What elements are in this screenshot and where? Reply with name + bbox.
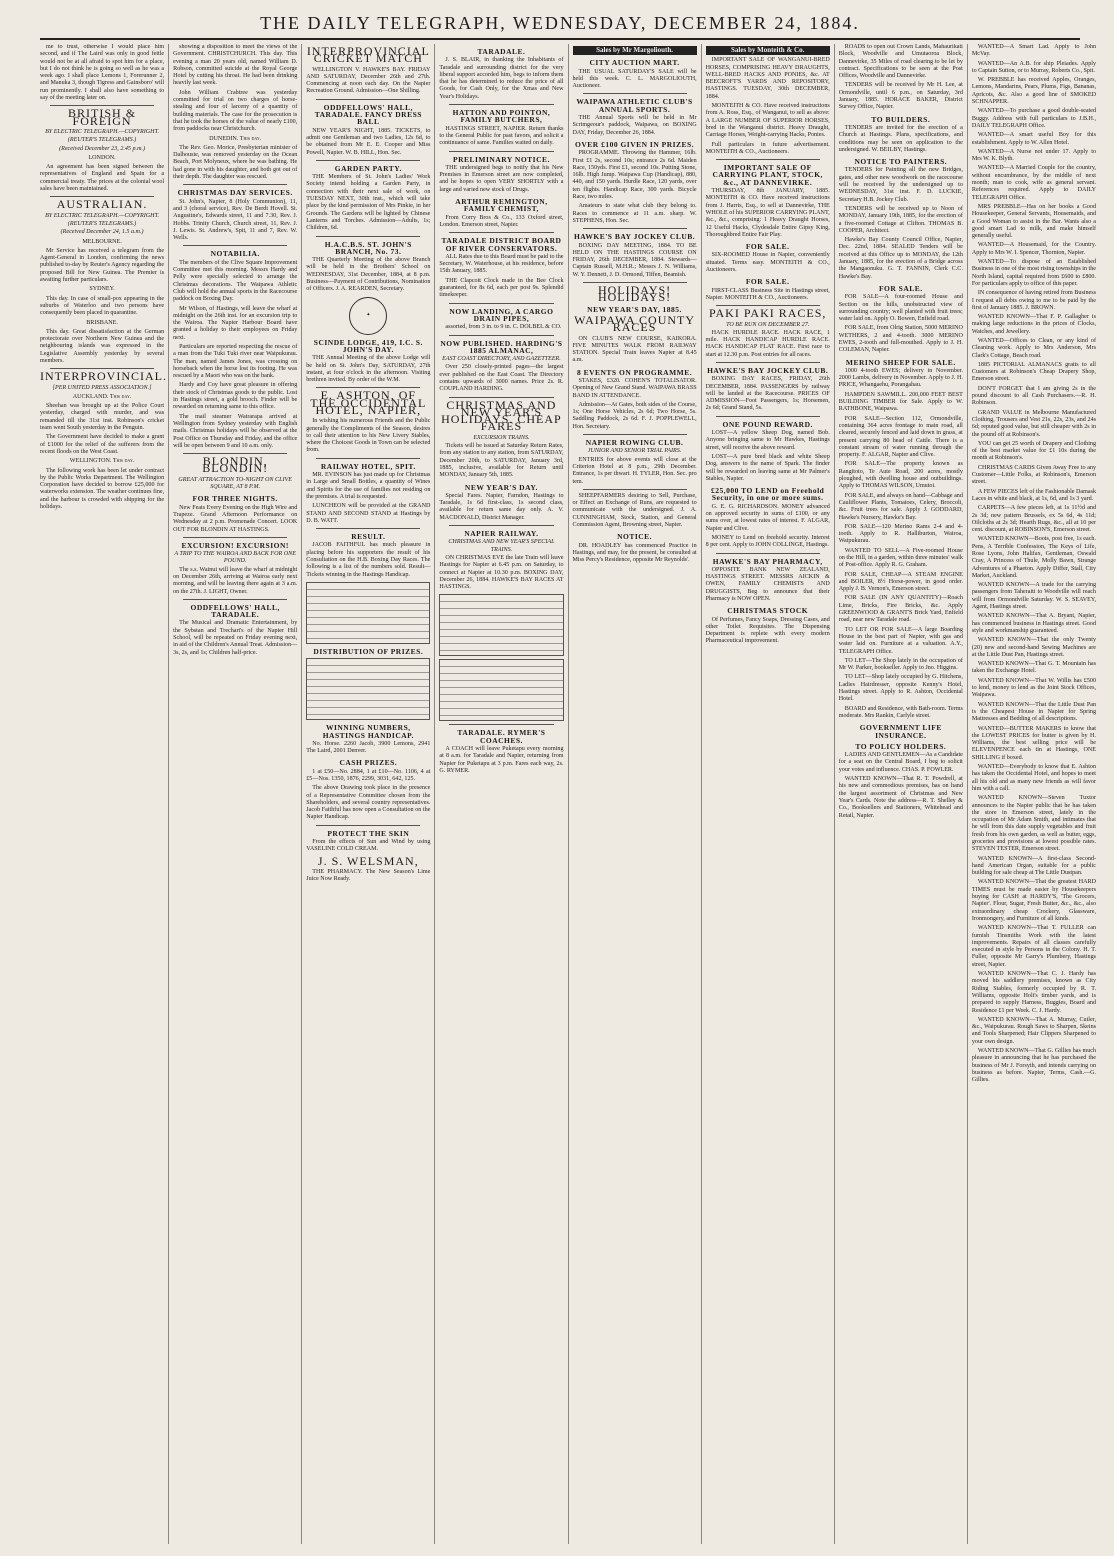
column-4 bbox=[435, 44, 568, 1544]
ad-text: assorted, from 3 in. to 9 in. C. DOLBEL & CO. bbox=[445, 324, 562, 331]
article-text: Hardy and Coy have great pleasure in offering their stock of Christmas goods to the public. Lost in Hastings street, a gold brooch. Finder will be rewarded on returning same to this office. bbox=[173, 382, 298, 411]
article-text: This day. Great dissatisfaction at the German protectorate over Northern New Guinea and the neighbouring islands was expressed in the Legislative Assembly yesterday by several members. bbox=[40, 328, 165, 364]
classified-ad: WANTED KNOWN—That W. Willis has £500 to lend, money to lend as the Joint Stock Offices, Waipawa. bbox=[971, 677, 1096, 699]
section-heading: CHRISTMAS DAY SERVICES. bbox=[177, 188, 293, 198]
classified-ad: WANTED—To purchase a good double-seated Buggy. Address with full particulars to J.B.H., DAILY TELEGRAPH Office. bbox=[971, 108, 1096, 129]
ad-text: TENDERS will be received up to Noon of MONDAY, January 19th, 1885, for the erection of a five-roomed Cottage at Clifton. THOMAS B. COOPER, Architect. bbox=[838, 205, 963, 234]
byline: BY ELECTRIC TELEGRAPH.—COPYRIGHT. bbox=[45, 212, 160, 219]
ad-text: BOARD and Residence, with Bath-room. Terms moderate. Mrs Rankin, Carlyle street. bbox=[838, 705, 963, 719]
ad-text: FOR SALE, and always on hand—Cabbage and Cauliflower Plants, Tomatoes, Celery, Broccoli, &c. Fruit trees for sale. Apply J. GODDARD, Hawke's Nursery, Hawke's Bay. bbox=[838, 492, 963, 521]
divider bbox=[583, 228, 687, 229]
ad-text: JACOB FAITHFUL has much pleasure in placing before his supporters the result of his Consultation on the H.B. Boxing Day Races. The following is a list of the numbers sold. Result—Tickets winning in the Hastings Handicap. bbox=[306, 542, 431, 578]
byline: BY ELECTRIC TELEGRAPH.—COPYRIGHT. bbox=[45, 128, 160, 135]
ad-text: WANTED KNOWN—That R. T. Powdrell, at his new and commodious premises, has on hand the largest assortment of Christmas and New Year's Cards. Note the address—R. T. Shelley & Co., Booksellers and Stationers, Whitehead and Retail, Napier. bbox=[838, 776, 963, 819]
ad-text: FOR SALE—Section 112, Ormondville, containing 364 acres frontage to main road, all cleared, securely fenced and laid down in grass, at present carrying 80 head of Cattle. There is a constant stream of water running through the property. F. ALGAR, Napier and Clive. bbox=[838, 415, 963, 459]
section-heading: INTERPROVINCIAL. bbox=[40, 369, 167, 384]
dateline: AUCKLAND. This day. bbox=[72, 393, 132, 400]
ad-heading: WAIPAWA COUNTY RACES bbox=[574, 312, 696, 335]
ad-heading: E. ASHTON, OF THE OCCIDENTAL HOTEL, NAPIER, bbox=[310, 388, 427, 417]
classified-ad: WANTED KNOWN—Boots, post free, 1s each. Pens, A Terrible Confession, The Keys of Life, Rose Lyons, John Halifax, Gentleman, Oswald Cray, A Princess of Thule, Molly Bawn, Strange Adventures of a Phaeton. Apply Differ, Stall, City Market, Auckland. bbox=[971, 536, 1096, 579]
ad-text: Full particulars in future advertisement. MONTEITH & CO., Auctioneers. bbox=[705, 141, 830, 155]
ad-subheading: FOR THREE NIGHTS. bbox=[192, 494, 278, 504]
column-5 bbox=[569, 44, 702, 1544]
divider bbox=[716, 159, 820, 160]
ad-subheading: CHRISTMAS AND NEW YEAR'S SPECIAL TRAINS. bbox=[448, 539, 555, 553]
divider bbox=[316, 528, 420, 529]
ad-heading: NEW YEAR'S DAY. bbox=[464, 482, 538, 492]
ad-text: THE Quarterly Meeting of the above Branch will be held in the Brothers' School on WEDNESDAY, 31st December, 1884, at 8 p.m. Business—Payment of Contributions, Nomination of Officers. J. A. REARDEN, Secretary. bbox=[306, 257, 431, 293]
ad-text: TENDERS for Painting all the new Bridges, gates, and other new woodwork on the racecourse will be received by the undersigned up to WEDNESDAY, 31st inst. F. D. LUCKIE, Secretary H.B. Jockey Club. bbox=[838, 167, 963, 203]
ad-text: A COACH will leave Puketapu every morning at 8 a.m. for Taradale and Napier, returning from Napier for Puketapu at 3 p.m. Fares each way, 2s. G. RYMER. bbox=[439, 746, 564, 774]
divider bbox=[583, 93, 687, 94]
ad-text: Of Perfumes, Fancy Soaps, Dressing Cases, and other Toilet Requisites. The Dispensing Department is replete with every modern Pharmaceutical improvement. bbox=[705, 616, 830, 645]
ad-text: LADIES AND GENTLEMEN—As a Candidate for a seat on the Central Board, I beg to solicit your votes and influence. CHAS. P. FOWLER. bbox=[838, 752, 963, 773]
ad-heading: NOTICE TO PAINTERS. bbox=[854, 157, 948, 167]
timetable-north bbox=[439, 659, 563, 721]
classified-ad: 1885 PICTORIAL ALMANACS gratis to all Customers at Robinson's Cheap Drapery Shop, Emerson street. bbox=[971, 361, 1096, 383]
ad-heading: NOW LANDING, A CARGO DRAIN PIPES, bbox=[449, 306, 554, 323]
ad-heading: J. S. WELSMAN, bbox=[317, 853, 419, 868]
section-heading: BRITISH & FOREIGN bbox=[68, 106, 137, 128]
ad-heading: HAWKE'S BAY JOCKEY CLUB. bbox=[573, 232, 696, 242]
dateline: WELLINGTON. This day. bbox=[69, 458, 135, 465]
classified-ad: WANTED KNOWN—That the Little Dust Pan is the Cheapest House in Napier for Spring Mattresses and Bedding of all descriptions. bbox=[971, 701, 1096, 723]
ad-heading: FOR SALE. bbox=[878, 283, 923, 293]
ad-text: OPPOSITE BANK NEW ZEALAND, HASTINGS STREET. MESSRS AICKIN & OWEN, FAMILY CHEMISTS AND DRUGGISTS, Beg to announce that their Pharmacy is NOW OPEN. bbox=[705, 566, 830, 602]
classified-ad: WANTED KNOWN—That the only Twenty (20) new and second-hand Sewing Machines are at the Little Dust Pan, Hastings street. bbox=[971, 637, 1096, 658]
section-banner: Sales by Mr Margoliouth. bbox=[573, 46, 697, 55]
article-text: Mr Wilson, of Hastings, will leave the wharf at midnight on the 26th inst. for an excursion trip to the Wairoa. The Napier Harbour Board have granted a holiday to their employees on Friday next. bbox=[173, 305, 298, 341]
ad-heading: ARTHUR REMINGTON, FAMILY CHEMIST, bbox=[455, 197, 548, 214]
ad-heading: DISTRIBUTION OF PRIZES. bbox=[313, 646, 424, 656]
article-text: Sheehan was brought up at the Police Court yesterday, charged with murder, and was remanded till the 31st inst. Robinson's cricket team went South yesterday in the Penguin. bbox=[40, 403, 165, 432]
ad-heading: ONE POUND REWARD. bbox=[722, 419, 813, 429]
ad-text: No. Horse. 2260 Jacob, 3900 Lemons, 2941 The Laird, 2001 Denver. bbox=[306, 740, 431, 755]
ad-text: LUNCHEON will be provided at the GRAND STAND AND SECOND STAND at Hastings by D. B. WATT. bbox=[306, 503, 431, 524]
ad-heading: H.A.C.B.S. ST. JOHN'S BRANCH, No. 73. bbox=[324, 239, 412, 256]
classified-ad: DON'T FORGET that I am giving 2s in the pound discount to all Cash Purchasers.—R. H. Robinson. bbox=[971, 385, 1096, 407]
ad-text: PROGRAMME. Throwing the Hammer, 16lb. First £1 2s, second 10s; entrance 2s 6d. Maiden Race, 150yds. First £1, second 10s. Putting Stone, 16lb. High Jump. Waipawa Cup (Handicap), 880, 440, and 150 yards. Hurdle Race, 120 yards, over ten flights. Handicap Race, 300 yards. Bicycle Race, two miles. bbox=[572, 150, 697, 201]
column-7 bbox=[835, 44, 968, 1544]
ad-text: HASTINGS STREET, NAPIER. Return thanks to the General Public for past favors, and solicit a continuance of same. Families waited on daily. bbox=[439, 125, 564, 147]
ad-heading: NOW PUBLISHED. HARDING'S 1885 ALMANAC, bbox=[440, 338, 563, 355]
dateline: MELBOURNE. bbox=[82, 238, 122, 245]
classified-ad: WANTED—A Housemaid, for the Country. Apply to Mrs W. I. Spencer, Thornton, Napier. bbox=[971, 242, 1096, 256]
ad-heading: PROTECT THE SKIN bbox=[327, 828, 410, 838]
ad-subheading: EAST COAST DIRECTORY, AND GAZETTEER. bbox=[442, 356, 561, 363]
classified-ad: WANTED KNOWN—That G. Gillies has much pleasure in announcing that he has purchased the business of Mr J. Forsyth, and intends carrying on business as before. Napier, Terms, Cash.—G. Gillies. bbox=[971, 1048, 1096, 1084]
divider bbox=[716, 416, 820, 417]
classified-ad: WANTED KNOWN—That G. T. Mountain has taken the Exchange Hotel. bbox=[971, 661, 1096, 675]
divider bbox=[449, 525, 553, 526]
ad-text: TO LET—The Shop lately in the occupation of Mr W. Parker, bookseller. Apply to Jno. Higgins. bbox=[838, 657, 963, 672]
ad-text: Special Fares. Napier, Farndon, Hastings to Taradale, 1s 6d first-class, 1s second class, available for return same day only. A. V. MACDONALD, District Manager. bbox=[439, 492, 564, 521]
ad-text: WELLINGTON V. HAWKE'S BAY. FRIDAY AND SATURDAY, December 26th and 27th. Commencing at noon each day. On the Napier Recreation Ground. Admission—One Shilling. bbox=[306, 66, 431, 95]
ad-heading: BLONDIN, BLONDIN! bbox=[202, 454, 269, 476]
ad-text: SHEEPFARMERS desiring to Sell, Purchase, or Effect an Exchange of Runs, are requested to communicate with the undersigned. J. A. CUNNINGHAM, Stock, Station, and General Commission Agent, Browning street, Napier. bbox=[572, 492, 697, 529]
classified-ad: WANTED—A Smart Lad. Apply to John McVay. bbox=[971, 44, 1096, 58]
ad-text: DR. HOADLEY has commenced Practice in Hastings, and may, for the present, be consulted at Miss Percy's Residence, opposite Mr Reynolds'. bbox=[572, 542, 697, 564]
ad-heading: RESULT. bbox=[351, 532, 386, 542]
ad-text: FOR SALE—The property known as Rangitoto, Te Aute Road, 200 acres, mostly ploughed, with dwelling house and outbuildings. Apply to THOMAS WILSON, Umutoi. bbox=[838, 461, 963, 490]
ad-text: TENDERS will be received by Mr H. Lee, at Ormondville, until 6 p.m., on Saturday, 3rd January, 1885. HORACE BAKER, District Survey Office, Napier. bbox=[838, 82, 963, 111]
ad-heading: GARDEN PARTY. bbox=[334, 163, 402, 173]
classified-ad: CARPETS—A few pieces left, at 1s 11½d and 2s 3d; new pattern Brussels, ex 5s 6d, 4s 11d; Oilcloths at 2s 3d; Hearth Rugs, &c., all at 10 per cent. discount, at ROBINSON'S, Emerson street. bbox=[971, 505, 1096, 534]
ad-text: Hawke's Bay County Council Office, Napier, Dec. 22nd, 1884. SEALED Tenders will be received at this Office up to MONDAY, the 12th January, 1885, for the erection of a Bridge across the Mangaonuku. G. T. FANNIN, Clerk C.C. Hawke's Bay. bbox=[838, 237, 963, 280]
section-banner: Sales by Monteith & Co. bbox=[706, 46, 830, 55]
ad-heading: HAWKE'S BAY PHARMACY, bbox=[712, 556, 823, 566]
ad-text: LOST—A yellow Sheep Dog, named Bob. Anyone bringing same to Mr Hawkes, Hastings street, will receive the above reward. bbox=[705, 430, 830, 451]
classified-ad: WANTED—A Nurse not under 17. Apply to Mrs W. K. Blyth. bbox=[971, 148, 1096, 163]
dateline: SYDNEY. bbox=[89, 286, 115, 293]
ad-text: The Musical and Dramatic Entertainment, by the Sybstan and Trechart's of the Napier Hill School, will be repeated on Friday evening next, in aid of the Children's Annual Treat. Admission—3s, 2s, and 1s; Children half-price. bbox=[173, 620, 298, 656]
ad-text: Admission—At Gates, both sides of the Course, 1s; One Horse Vehicles, 2s 6d; Two Horse, 5s. Saddling Paddock, 2s 6d. F. J. POPPLEWELL, Hon. Secretary. bbox=[572, 401, 697, 430]
article-text: Particulars are reported respecting the rescue of a man from the Tuki Tuki river near Waipukurau. The man, named James Jones, was crossing on horseback when the horse lost its footing. He was rescued by a Maori who was on the bank. bbox=[173, 343, 298, 380]
divider bbox=[316, 458, 420, 459]
ad-heading: NAPIER ROWING CLUB. bbox=[585, 438, 684, 448]
column-3 bbox=[302, 44, 435, 1544]
ad-text: HAMPDEN SAWMILL. 200,000 FEET BEST BUILDING TIMBER for Sale. Apply to W. RATHBONE, Waipawa. bbox=[838, 391, 963, 413]
columns bbox=[36, 44, 1100, 1544]
ad-text: Tickets will be issued at Saturday Return Rates, from any station to any station, from SATURDAY, December 20th, to SATURDAY, January 3rd, 1885, inclusive, available for Return until MONDAY, January 5th, 1885. bbox=[439, 443, 564, 479]
ad-text: FOR SALE—120 Merino Rams 2-4 and 4-tooth. Apply to R. Halliburton, Wairoa, Waipukurau. bbox=[838, 523, 963, 545]
classified-ad: CHRISTMAS CARDS Given Away Free to any Customer—Little Folks, at Robinson's, Emerson street. bbox=[971, 464, 1096, 486]
section-heading: NOTABILIA. bbox=[210, 249, 260, 259]
ad-text: THE Annual Sports will be held in Mr Scrimgeour's paddock, Waipawa, on BOXING DAY, Friday, December 26, 1884. bbox=[572, 115, 697, 136]
classified-ad: WANTED—Offices to Clean, or any kind of Cleaning work. Apply to Mrs Anderson, Mrs Clark's Cottage, Beach road. bbox=[971, 337, 1096, 359]
ticket-numbers-table bbox=[306, 582, 430, 644]
ad-text: From the effects of Sun and Wind by using VASELINE COLD CREAM. bbox=[306, 839, 431, 853]
ad-subheading: A TRIP TO THE WAIROA AND BACK FOR ONE POUND. bbox=[174, 551, 296, 565]
ad-heading: CHRISTMAS STOCK bbox=[727, 606, 809, 616]
ad-text: Amateurs to state what club they belong to. Races to commence at 11 a.m. sharp. W. STEPHENS, Hon. Sec. bbox=[572, 203, 697, 224]
ad-heading: FOR SALE. bbox=[745, 242, 790, 252]
ad-heading: ODDFELLOWS' HALL, TARADALE. bbox=[190, 602, 280, 620]
ad-heading: HATTON AND POINTON, FAMILY BUTCHERS, bbox=[452, 108, 551, 125]
ad-heading: WINNING NUMBERS, HASTINGS HANDICAP. bbox=[322, 723, 414, 740]
ad-text: THE Members of St. John's Ladies' Work Society intend holding a Garden Party, in connection with their next sale of work, on TUESDAY NEXT, 30th inst., which will take place by the kind permission of Mrs Pinkie, in her Grounds. The Gardens will be lighted by Chinese Lanterns and Torches. Admission—Adults, 1s; Children, 6d. bbox=[306, 174, 431, 232]
ad-text: MR. EVINSON has just made up for Christmas in Large and Small Bottles, a quantity of Wines and Spirits for the use of families not residing on the premises. A trial is requested. bbox=[306, 472, 431, 500]
ad-text: ALL Rates due to this Board must be paid to the Secretary, W. Waterhouse, at his residence, before 15th January, 1885. bbox=[439, 253, 564, 275]
ad-subheading: JUNIOR AND SENIOR TRIAL PAIRS. bbox=[587, 448, 682, 455]
ad-text: ROADS to open out Crown Lands, Mahaurikati Block, Woodville and Umutaoroa Block, Dannevirke, 35 Miles of road clearing to be let by contract. Specifications to be seen at the Post Offices, Woodville and Dannevirke. bbox=[838, 44, 963, 80]
divider bbox=[449, 232, 553, 233]
column-8 bbox=[968, 44, 1100, 1544]
ad-text: THE Annual Meeting of the above Lodge will be held on St. John's Day, SATURDAY, 27th instant, at four o'clock in the afternoon. Visiting brethren invited. By order of the W.M. bbox=[306, 355, 431, 384]
classified-ad: WANTED KNOWN—Steven Tuxtor announces to the Napier public that he has taken the store in Emerson street, lately in the occupation of Mr Adam Smith, and intimates that he will from this date supply vegetables and fruit fresh from his own garden, as well as butter, eggs, groceries and provisions at lowest possible rates. STEVEN TESTER, Emerson street. bbox=[971, 795, 1096, 853]
byline: [PER UNITED PRESS ASSOCIATION.] bbox=[52, 384, 152, 391]
divider bbox=[449, 724, 553, 725]
ad-heading: CASH PRIZES. bbox=[339, 758, 398, 768]
byline: (REUTER'S TELEGRAMS.) bbox=[67, 220, 137, 227]
ad-heading: MERINO SHEEP FOR SALE. bbox=[845, 357, 956, 367]
byline: (REUTER'S TELEGRAMS.) bbox=[67, 137, 137, 144]
ad-text: IMPORTANT SALE OF WANGANUI-BRED HORSES, COMPRISING HEAVY DRAUGHTS, WELL-BRED HACKS AND PONIES, &c. AT BEECROFT'S YARDS AND REPOSITORY, HASTINGS. TUESDAY, 30th DECEMBER, 1884. bbox=[705, 57, 830, 100]
ad-heading: TO BUILDERS. bbox=[871, 114, 931, 124]
received-line: (Received December 23, 2.45 p.m.) bbox=[59, 145, 146, 152]
ad-text: THE undersigned begs to notify that his New Premises in Emerson street are now completed, and he hopes to open VERY SHORTLY with a large and varied new stock of Drugs. bbox=[439, 164, 564, 193]
ad-text: THE USUAL SATURDAY'S SALE will be held this week. C. L. MARGOLIOUTH, Auctioneer. bbox=[572, 68, 697, 90]
classified-ad: GRAND VALUE in Melbourne Manufactured Clothing, Trousers and Vest 21s, 22s, 23s, and 24s 6d; reputed good value, but still cheaper with 2s in the pound off at Robinson's. bbox=[971, 409, 1096, 438]
classified-ad: WANTED KNOWN—That T. FULLER can furnish Tinsmiths Work with the latest improvements. Repairs of all classes carefully executed in style by Persons in the Colony. H. T. Fuller, opposite Mr Garry's Plumbery, Hastings street, Napier. bbox=[971, 925, 1096, 968]
ad-text: The s.s. Wainui will leave the wharf at midnight on December 26th, arriving at Wairoa early next morning, and will be leaving there again at 3 a.m. on the 27th. J. LIGHT, Owner. bbox=[173, 566, 298, 595]
ad-text: FOR SALE—A four-roomed House and Section on the hills, unobstructed view of surrounding country; well planted with fruit trees; water laid on. Apply O. Bowen, Enfield road. bbox=[838, 294, 963, 323]
ad-text: ENTRIES for above events will close at the Criterion Hotel at 8 p.m., 29th December. Entrance, 1s per thwart. H. TYLER, Hon. Sec. pro tem. bbox=[572, 456, 697, 485]
column-1 bbox=[36, 44, 169, 1544]
ad-text: LOST—A pure bred black and white Sheep Dog, answers to the name of Spark. The finder will be rewarded on leaving same at Mr Palmer's Stables, Napier. bbox=[705, 453, 830, 482]
classified-ad: W. PREBBLE has received Apples, Oranges, Lemons, Mandarins, Pears, Plums, Figs, Bananas, Apricots, &c. Also a good line of SMOKED SCHNAPPER. bbox=[971, 77, 1096, 106]
dateline: LONDON. bbox=[88, 154, 116, 161]
ad-text: BOXING DAY MEETING, 1884. TO BE HELD ON THE HASTINGS COURSE ON FRIDAY, 26th DECEMBER, 1884. Stewards—Captain Russell, M.H.R.; Messrs J. N. Williams, W. Y. Dennett, J. D. Ormond, Tiffen, Beamish. bbox=[572, 242, 697, 278]
classified-ad: A FEW PIECES left of the Fashionable Damask Laces in white and black, at 1s, 6d, and 1s 3 yard. bbox=[971, 488, 1096, 502]
ad-heading: HOLIDAYS! HOLIDAYS! bbox=[597, 283, 672, 305]
article-text: Mr Service has received a telegram from the Agent-General in London, confirming the news published to-day by Reuter's Agency regarding the proposed Bill for New Guinea. The Premier is awaiting further particulars. bbox=[40, 247, 165, 284]
divider bbox=[183, 599, 287, 600]
ad-text: J. S. BLAIR, in thanking the Inhabitants of Taradale and surrounding district for the very liberal support accorded him, begs to inform them that he has determined to reduce the price of all Goods, for Cash Only, for the Xmas and New Year's Holidays. bbox=[439, 57, 564, 100]
classified-ad: WANTED—Everybody to know that E. Ashton has taken the Occidental Hotel, and hopes to meet all his old and as many new friends as will favor him with a call. bbox=[971, 764, 1096, 792]
masthead: THE DAILY TELEGRAPH, WEDNESDAY, DECEMBER 24, 1884. bbox=[40, 8, 1080, 40]
ad-text: THE PHARMACY. The New Season's Lime Juice Now Ready. bbox=[306, 868, 431, 883]
ad-text: In wishing his numerous Friends and the Public generally the Compliments of the Season, desires to call their attention to his New Livery Stables, where the Choicest Goods in Town can be selected from. bbox=[306, 418, 431, 454]
ad-heading: RAILWAY HOTEL, SPIT. bbox=[320, 461, 416, 471]
ad-text: THE Clapcott Clock made in the Bee Clock guaranteed, for 8s 6d, each per post 9s. Splendid timekeeper. bbox=[439, 277, 564, 299]
divider bbox=[449, 104, 553, 105]
ad-subheading: TO BE RUN ON DECEMBER 27. bbox=[726, 321, 810, 328]
article-text: St. John's, Napier, 8 (Holy Communion), 11, and 3 (choral service), Rev. De Berdt Hovell. St. Augustine's, Edwards street, 11 and 7.30, Rev. J. Hobbs. Trinity Church, Church street, 11, Rev. J. J. Lewis. St. Andrew's, Spit, 11 and 7, Rev. W. Wells. bbox=[173, 198, 298, 242]
prize-table bbox=[306, 658, 430, 720]
ad-text: ON CLUB'S NEW COURSE, KAIKORA. FIVE MINUTES WALK FROM RAILWAY STATION. Special Train leaves Napier at 8.45 a.m. bbox=[572, 335, 697, 364]
ad-heading: ODDFELLOWS' HALL, TARADALE. FANCY DRESS BALL bbox=[314, 102, 422, 127]
dateline: DUNEDIN. This day. bbox=[209, 135, 262, 142]
classified-ad: WANTED KNOWN—That F. P. Gallagher is making large reductions in the prices of Clocks, Watches, and Jewellery. bbox=[971, 314, 1096, 335]
classified-ad: WANTED KNOWN—That A. Murray, Cutler, &c., Waipukurau. Rough Saws to Sharpen, Skeins and Tools Sharpened; Hair Clippers Sharpened to your own design. bbox=[971, 1016, 1096, 1045]
article-text: The mail steamer Wairarapa arrived at Wellington from Sydney yesterday with English mails. Christmas holidays will be observed at the Post Office on Thursday and Friday, and the office will be open between 9 and 10 a.m. only. bbox=[173, 413, 298, 449]
ad-text: TO LET—Shop lately occupied by G. Hitchens, Ladies Hairdresser, opposite Kenny's Hotel, Hastings street. Apply to R. Ashton, Occidental Hotel. bbox=[838, 674, 963, 703]
article-text: John William Crabtree was yesterday committed for trial on two charges of horse-stealing and four of larceny of a quantity of building materials. The case for the prosecution is that he took the horses of the value of nearly £100, from paddocks near Christchurch. bbox=[173, 89, 298, 133]
ad-text: New Feats Every Evening on the High Wire and Trapeze. Grand Afternoon Performance on Wednesday at 2 p.m. Promenade Concert. LOOK OUT FOR BLONDIN AT HASTINGS. bbox=[173, 504, 298, 533]
ad-text: MONTEITH & CO. Have received instructions from A. Ross, Esq., of Wanganui, to sell as above: A LARGE NUMBER OF SUPERIOR HORSES, bred in the Wanganui district. Heavy Draught, Carriage Horses, Weight-carrying Hacks, Ponies. bbox=[705, 103, 830, 139]
divider bbox=[183, 245, 287, 246]
ad-text: BOXING DAY RACES, FRIDAY, 26th DECEMBER, 1884. PASSENGERS by railway will be landed at the Racecourse. PRICES OF ADMISSION—Foot Passengers, 1s; Horsemen, 2s 6d; Grand Stand, 5s. bbox=[705, 376, 830, 412]
article-text: This day. In case of small-pox appearing in the suburbs of Waterloo and two persons have consequently been placed in quarantine. bbox=[40, 295, 165, 317]
ad-text: The above Drawing took place in the presence of a Representative Committee chosen from the Shareholders, and several country representatives. Jacob Faithful has now open a Consultation on the Napier Handicap. bbox=[306, 785, 431, 821]
classified-ad: WANTED KNOWN—That the greatest HARD TIMES must be made easier by Housekeepers buying for CASH at HARDY'S, 'The Grocers, Napier'. Flour, Sugar, Fresh Butter, &c., &c., also extraordinary cheap Crockery, Glassware, Ironmongery, and Furniture of all kinds. bbox=[971, 879, 1096, 922]
divider bbox=[449, 303, 553, 304]
ad-text: STAKES, £320. COHEN'S TOTALISATOR. Opening of New Grand Stand. WAIPAWA BRASS BAND IN ATTENDANCE. bbox=[572, 377, 697, 399]
ad-heading: NAPIER RAILWAY. bbox=[464, 529, 539, 539]
ad-heading: TARADALE. bbox=[477, 47, 526, 56]
ad-subheading: TO POLICY HOLDERS. bbox=[855, 741, 947, 751]
ad-subheading: NEW YEAR'S DAY, 1885. bbox=[587, 304, 682, 314]
divider bbox=[183, 184, 287, 185]
column-6 bbox=[702, 44, 835, 1544]
ad-heading: IMPORTANT SALE OF CARRYING PLANT, STOCK, &c., AT DANNEVIRKE. bbox=[712, 163, 823, 187]
timetable-south bbox=[439, 594, 563, 656]
divider bbox=[183, 537, 287, 538]
divider bbox=[449, 335, 553, 336]
ad-text: FOR SALE, from Olrig Station, 5000 MERINO WETHERS, 2 and 4-tooth. 3000 MERINO EWES, 2-tooth and full-mouthed. Apply to J. H. COLEMAN, Napier. bbox=[838, 325, 963, 354]
article-text: me to trust, otherwise I would place him second, and if The Laird was only in good fettle would not be at all afraid to spot him for a place, but I do not think he is going so well as he was a week ago. I shall place Lemons 1, Forerunner 2, and Manuka 3, though Tigress and Gainsboro' will run prominently. I shall also have something to say of the meeting later on. bbox=[40, 44, 165, 102]
ad-text: From Corry Bros & Co., 133 Oxford street, London. Emerson street, Napier. bbox=[439, 214, 564, 228]
classified-ad: WANTED—A Married Couple for the country, without encumbrance, by the middle of next month; man to cook, wife as general servant. References required. Apply to DAILY TELEGRAPH Office. bbox=[971, 165, 1096, 201]
ad-heading: PAKI PAKI RACES, bbox=[708, 306, 827, 321]
section-heading: AUSTRALIAN. bbox=[56, 197, 148, 212]
ad-heading: PRELIMINARY NOTICE. bbox=[452, 154, 550, 164]
divider bbox=[316, 236, 420, 237]
divider bbox=[316, 160, 420, 161]
classified-ad: WANTED—To dispose of an Established Business in one of the most rising townships in the North Island, capital required from £600 to £800. For particulars apply to office of this paper. bbox=[971, 259, 1096, 287]
ad-text: MONEY to Lend on freehold security. Interest 8 per cent. Apply to JOHN COLLINGE, Hastings. bbox=[705, 534, 830, 549]
classified-ad: WANTED KNOWN—A first-class Second-hand American Organ, suitable for a public building for sale cheap at The Little Dustpan. bbox=[971, 855, 1096, 877]
article-text: The members of the Clive Square Improvement Committee met this morning. Messrs Hardy and Pelly were specially selected to arrange the Christmas decorations. The Waipawa Athletic Club will hold the annual sports in the Racecourse paddock on Boxing Day. bbox=[173, 259, 298, 303]
ad-text: SIX-ROOMED House in Napier, conveniently situated. Terms easy. MONTEITH & CO., Auctioneers. bbox=[705, 252, 830, 274]
ad-heading: 8 EVENTS ON PROGRAMME. bbox=[576, 367, 693, 377]
ad-text: TENDERS are invited for the erection of a Church at Hastings. Plans, specifications, and conditions may be seen on application to the undersigned. W. BEILBY, Hastings. bbox=[838, 124, 963, 153]
lodge-emblem-icon: ✦ bbox=[349, 297, 387, 335]
dateline: BRISBANE. bbox=[86, 319, 118, 326]
ad-heading: WAIPAWA ATHLETIC CLUB'S ANNUAL SPORTS. bbox=[576, 97, 693, 114]
ad-heading: TARADALE DISTRICT BOARD OF RIVER CONSERVATORS. bbox=[441, 236, 562, 253]
ad-heading: HAWKE'S BAY JOCKEY CLUB. bbox=[707, 365, 829, 375]
ad-heading: GOVERNMENT LIFE INSURANCE. bbox=[859, 723, 942, 740]
classified-ad: WANTED KNOWN—A trade for the carrying passengers from Taheraiti to Woodville will reach will from Ormondville Saturday. W. S. SEAVEY, Agent, Hastings street. bbox=[971, 582, 1096, 611]
ad-text: FIRST-CLASS Business Site in Hastings street, Napier. MONTEITH & CO., Auctioneers. bbox=[705, 287, 830, 301]
classified-ad: YOU can get 25 worth of Drapery and Clothing of the best market value for £1 10s during the month at Robinson's. bbox=[971, 440, 1096, 462]
ad-heading: SCINDE LODGE, 419, I.C. S. JOHN'S DAY. bbox=[313, 337, 423, 354]
ad-text: FOR SALE (IN ANY QUANTITY)—Roach Lime, Bricks, Fire Bricks, &c. Apply GREENWOOD & GRANT'S Brick Yard, Enfield road, near new Taradale road. bbox=[838, 595, 963, 624]
article-text: An agreement has been signed between the representatives of England and Spain for a commercial treaty. The prices at the colonial wool sales have been maintained. bbox=[40, 164, 165, 193]
received-line: (Received December 24, 1.5 a.m.) bbox=[60, 229, 144, 236]
ad-text: ON CHRISTMAS EVE the late Train will leave Hastings for Napier at 6.45 p.m. on Saturday, to connect at Napier at 10.30 p.m. BOXING DAY, December 26, 1884. HAWKE'S BAY RACES AT HASTINGS. bbox=[439, 554, 564, 591]
divider bbox=[716, 362, 820, 363]
divider bbox=[449, 151, 553, 152]
divider bbox=[716, 553, 820, 554]
classified-ad: WANTED—A smart useful Boy for this establishment. Apply to W. Allen Hotel. bbox=[971, 132, 1096, 146]
ad-text: 1 at £50—No. 2884, 1 at £10—No. 1106, 4 at £5—Nos. 1350, 1876, 2299, 3031, 642, 125. bbox=[306, 768, 431, 782]
ad-text: WANTED TO SELL—A Five-roomed House on the Hill, in a garden, within three minutes' walk of Post-office. Apply R. G. Graham. bbox=[838, 547, 963, 569]
ad-heading: NOTICE. bbox=[617, 532, 653, 542]
article-text: The Rev. Geo. Morice, Presbyterian minister of Dalhousie, was removed yesterday on the Ocean Beach, Port Molyneux, where he was bathing. He had gone in with his daughter, and both got out of their depth. The daughter was rescued. bbox=[173, 144, 298, 181]
ad-text: THURSDAY, 8th JANUARY, 1885. MONTEITH & CO. Have received instructions from J. Harris, Esq., to sell at Dannevirke, THE WHOLE of his SUPERIOR CARRYING PLANT, &c., &c., comprising: 1 Heavy Draught Horses, 12 Useful Hacks, Clydesdale Entire Gipsy King, Thoroughbred Entire Fair Play. bbox=[705, 188, 830, 238]
classified-ad: WANTED KNOWN—That C. J. Hardy has moved his saddlery premises, known as City Riding Stables, formerly occupied by R. T. Williams, opposite Holt's timber yards, and is prepared to supply Harness, Buggies, Board and Residence £1 per Week. C. J. Hardy. bbox=[971, 971, 1096, 1014]
ad-subheading: EXCURSION TRAINS. bbox=[473, 434, 530, 441]
divider bbox=[583, 489, 687, 490]
article-text: The following work has been let under contract by the Public Works Department. The Wellington Corporation have decided to borrow £25,000 for waterworks extension. The weather continues fine, and the harbour is crowded with shipping for the holidays. bbox=[40, 467, 165, 511]
column-2 bbox=[169, 44, 302, 1544]
classified-ad: IN consequence of having retired from Business I request all debts owing to me to be paid by the first of January 1885. J. BROWN. bbox=[971, 290, 1096, 311]
divider bbox=[316, 99, 420, 100]
ad-text: TO LET OR FOR SALE—A large Boarding House in the best part of Napier, with gas and water laid on. Furniture at a valuation. A.Y., TELEGRAPH Office. bbox=[838, 626, 963, 655]
article-text: The Government have decided to make a grant of £1000 for the relief of the sufferers from the recent floods on the West Coast. bbox=[40, 434, 165, 455]
ad-heading: INTERPROVINCIAL CRICKET MATCH bbox=[306, 44, 430, 66]
ad-subheading: GREAT ATTRACTION TO-NIGHT ON CLIVE SQUARE, AT 8 P.M. bbox=[178, 476, 292, 491]
classified-ad: WANTED—An A.B. for ship Pleiades. Apply to Captain Sutton, or to Murray, Roberts Co., Spit. bbox=[971, 60, 1096, 74]
divider bbox=[583, 434, 687, 435]
ad-heading: CHRISTMAS AND NEW YEAR'S HOLIDAYS. CHEAP FARES bbox=[441, 397, 562, 434]
classified-ad: MRS PREBBLE—Has on her books a Good Housekeeper, General Servants, Housemaids, and a Good Woman to assist in the Bar. Wants also a good smart Lad to milk, and make himself generally useful. bbox=[971, 203, 1096, 240]
classified-ad: WANTED—BUTTER MAKERS to know that the LOWEST PRICES for butter is given by H. Williams, the best selling price will be ELEVENPENCE each tin at Hastings, ONE SHILLING if boxed. bbox=[971, 725, 1096, 761]
classified-ad: WANTED KNOWN—That A. Bryant, Napier, has commenced business in Hastings street. Good style and workmanship guaranteed. bbox=[971, 613, 1096, 634]
ad-heading: FOR SALE. bbox=[745, 277, 790, 287]
ad-heading: EXCURSION! EXCURSION! bbox=[181, 540, 289, 550]
ad-text: G. E. G. RICHARDSON. MONEY advanced on approved security in sums of £100, or any sums over, at lowest rates of interest. F. ALGAR, Napier and Clive. bbox=[705, 503, 830, 532]
ad-subheading: OVER £100 GIVEN IN PRIZES. bbox=[575, 139, 695, 149]
ad-text: HACK HURDLE RACE. HACK RACE, 1 mile. HACK HANDICAP HURDLE RACE. HACK HANDICAP FLAT RACE. First race to start at 12.30 p.m. Post entries for all races. bbox=[705, 329, 830, 358]
ad-heading: £25,000 TO LEND on Freehold Security, in one or more sums. bbox=[711, 486, 825, 503]
ad-text: NEW YEAR'S NIGHT, 1885. TICKETS, to admit one Gentleman and two Ladies, 12s 6d, to be obtained from Mr E. E. Cooper and Miss Powell, Napier. W. B. HILL, Hon. Sec. bbox=[306, 127, 431, 156]
article-text: showing a disposition to meet the views of the Government. CHRISTCHURCH. This day. This evening a man 20 years old, named William D. Robson, committed suicide at the Royal George Hotel by cutting his throat. He had been drinking heavily last week. bbox=[173, 44, 298, 87]
ad-text: Over 250 closely-printed pages—the largest ever published on the East Coast. The Directory contains upwards of 3000 names. Price 2s. R. COUPLAND HARDING. bbox=[439, 364, 564, 393]
ad-heading: TARADALE. RYMER'S COACHES. bbox=[457, 728, 546, 745]
ad-text: FOR SALE, CHEAP—A STEAM ENGINE and BOILER, 8½ Horse-power, in good order. Apply J. B. Vernon's, Emerson street. bbox=[838, 571, 963, 593]
ad-text: 1000 4-tooth EWES; delivery in November. 2000 Lambs, delivery in November. Apply to J. H. PRICE, Whangaehu, Porangahau. bbox=[838, 367, 963, 389]
ad-heading: CITY AUCTION MART. bbox=[589, 58, 680, 68]
divider bbox=[316, 825, 420, 826]
